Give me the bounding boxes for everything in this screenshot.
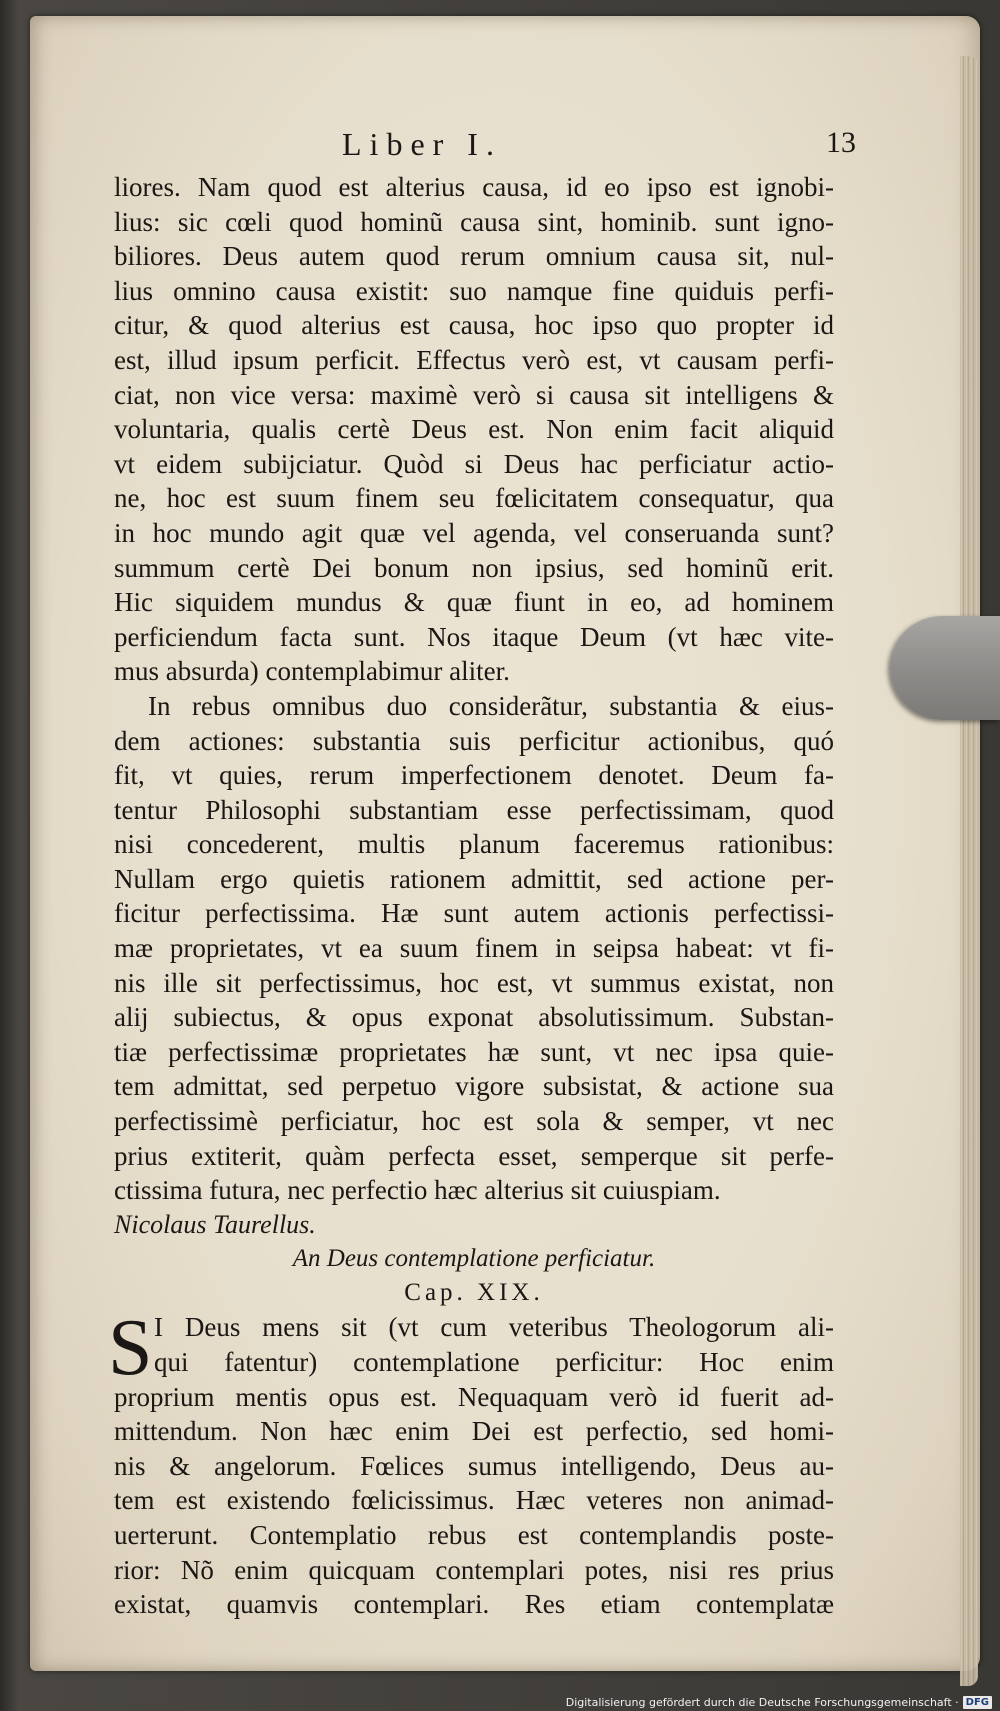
text-line: ctissima futura, nec perfectio hæc alterius sit cuiuspiam. (114, 1175, 721, 1206)
text-line: tentur Philosophi substantiam esse perfectissimam, quod (114, 794, 834, 825)
text-line: citur, & quod alterius est causa, hoc ipso quo propter id (114, 310, 834, 341)
paragraph-1 (114, 170, 834, 689)
book-page (30, 16, 980, 1671)
chapter-number: Cap. XIX. (404, 1279, 544, 1307)
text-block (108, 126, 856, 1622)
author-signature: Nicolaus Taurellus. (114, 1209, 316, 1239)
funding-footer (566, 1696, 992, 1709)
text-line: ficitur perfectissima. Hæ sunt autem actionis perfectissi- (114, 898, 834, 929)
paragraph-2 (114, 689, 834, 1208)
text-line: est, illud ipsum perficit. Effectus verò est, vt causam perfi- (114, 344, 834, 375)
text-line: existat, quamvis contemplari. Res etiam contemplatæ (114, 1589, 834, 1620)
text-line: prius extiterit, quàm perfecta esset, semperque sit perfe- (114, 1140, 834, 1171)
text-line: rior: Nõ enim quicquam contemplari potes, nisi res prius (114, 1554, 834, 1585)
paragraph-3 (108, 1304, 834, 1621)
text-line: vt eidem subijciatur. Quòd si Deus hac perficiatur actio- (114, 448, 834, 479)
text-line: alij subiectus, & opus exponat absolutissimum. Substan- (114, 1002, 834, 1033)
text-line: perfectissimè perficiatur, hoc est sola & semper, vt nec (114, 1106, 834, 1137)
text-line: voluntaria, qualis certè Deus est. Non enim facit aliquid (114, 414, 834, 445)
text-line: nis ille sit perfectissimus, hoc est, vt summus existat, non (114, 967, 834, 998)
text-line: tem admittat, sed perpetuo vigore subsistat, & actione sua (114, 1071, 834, 1102)
funding-notice: Digitalisierung gefördert durch die Deutsche Forschungsgemeinschaft · (565, 1696, 959, 1709)
page-number: 13 (826, 126, 856, 159)
text-line: tem est existendo fœlicissimus. Hæc veteres non animad- (114, 1485, 834, 1516)
text-line: in hoc mundo agit quæ vel agenda, vel conseruanda sunt? (114, 517, 834, 548)
text-line: mæ proprietates, vt ea suum finem in seipsa habeat: vt fi- (114, 933, 834, 964)
text-line: mus absurda) contemplabimur aliter. (114, 656, 510, 687)
page-edges (960, 56, 978, 1686)
text-line: perficiendum facta sunt. Nos itaque Deum (vt hæc vite- (114, 621, 834, 652)
running-head-title: Liber I. (342, 126, 502, 162)
text-line: mittendum. Non hæc enim Dei est perfectio, sed homi- (114, 1416, 834, 1447)
text-line: liores. Nam quod est alterius causa, id eo ipso est ignobi- (114, 172, 834, 202)
text-line: uerterunt. Contemplatio rebus est contemplandis poste- (114, 1519, 834, 1550)
text-line: ne, hoc est suum finem seu fœlicitatem consequatur, qua (114, 483, 834, 514)
chapter-heading: An Deus contemplatione perficiatur. (292, 1245, 656, 1273)
text-line: biliores. Deus autem quod rerum omnium causa sit, nul- (114, 241, 834, 272)
drop-initial: S (108, 1304, 153, 1393)
text-line: In rebus omnibus duo considerãtur, substantia & eius- (148, 690, 834, 721)
dfg-logo-icon: DFG (963, 1696, 992, 1709)
text-line: ciat, non vice versa: maximè verò si causa sit intelligens & (114, 379, 834, 410)
text-line: qui fatentur) contemplatione perficitur: Hoc enim (154, 1347, 834, 1377)
text-line: I Deus mens sit (vt cum veteribus Theologorum ali- (154, 1312, 834, 1343)
text-line: nis & angelorum. Fœlices sumus intelligendo, Deus au- (114, 1450, 834, 1481)
text-line: lius omnino causa existit: suo namque fine quiduis perfi- (114, 275, 834, 306)
text-line: lius: sic cœli quod hominũ causa sint, hominib. sunt igno- (114, 206, 834, 237)
text-line: nisi concederent, multis planum faceremus rationibus: (114, 829, 834, 860)
text-line: Nullam ergo quietis rationem admittit, sed actione per- (114, 863, 834, 894)
text-line: tiæ perfectissimæ proprietates hæ sunt, vt nec ipsa quie- (114, 1036, 834, 1067)
text-line: proprium mentis opus est. Nequaquam verò id fuerit ad- (114, 1381, 834, 1412)
text-line: dem actiones: substantia suis perficitur actionibus, quó (114, 725, 834, 756)
text-line: summum certè Dei bonum non ipsius, sed hominũ erit. (114, 552, 834, 583)
text-line: fit, vt quies, rerum imperfectionem denotet. Deum fa- (114, 760, 834, 791)
running-head (114, 126, 856, 170)
text-line: Hic siquidem mundus & quæ fiunt in eo, ad hominem (114, 587, 834, 618)
page-clip (890, 616, 1000, 720)
